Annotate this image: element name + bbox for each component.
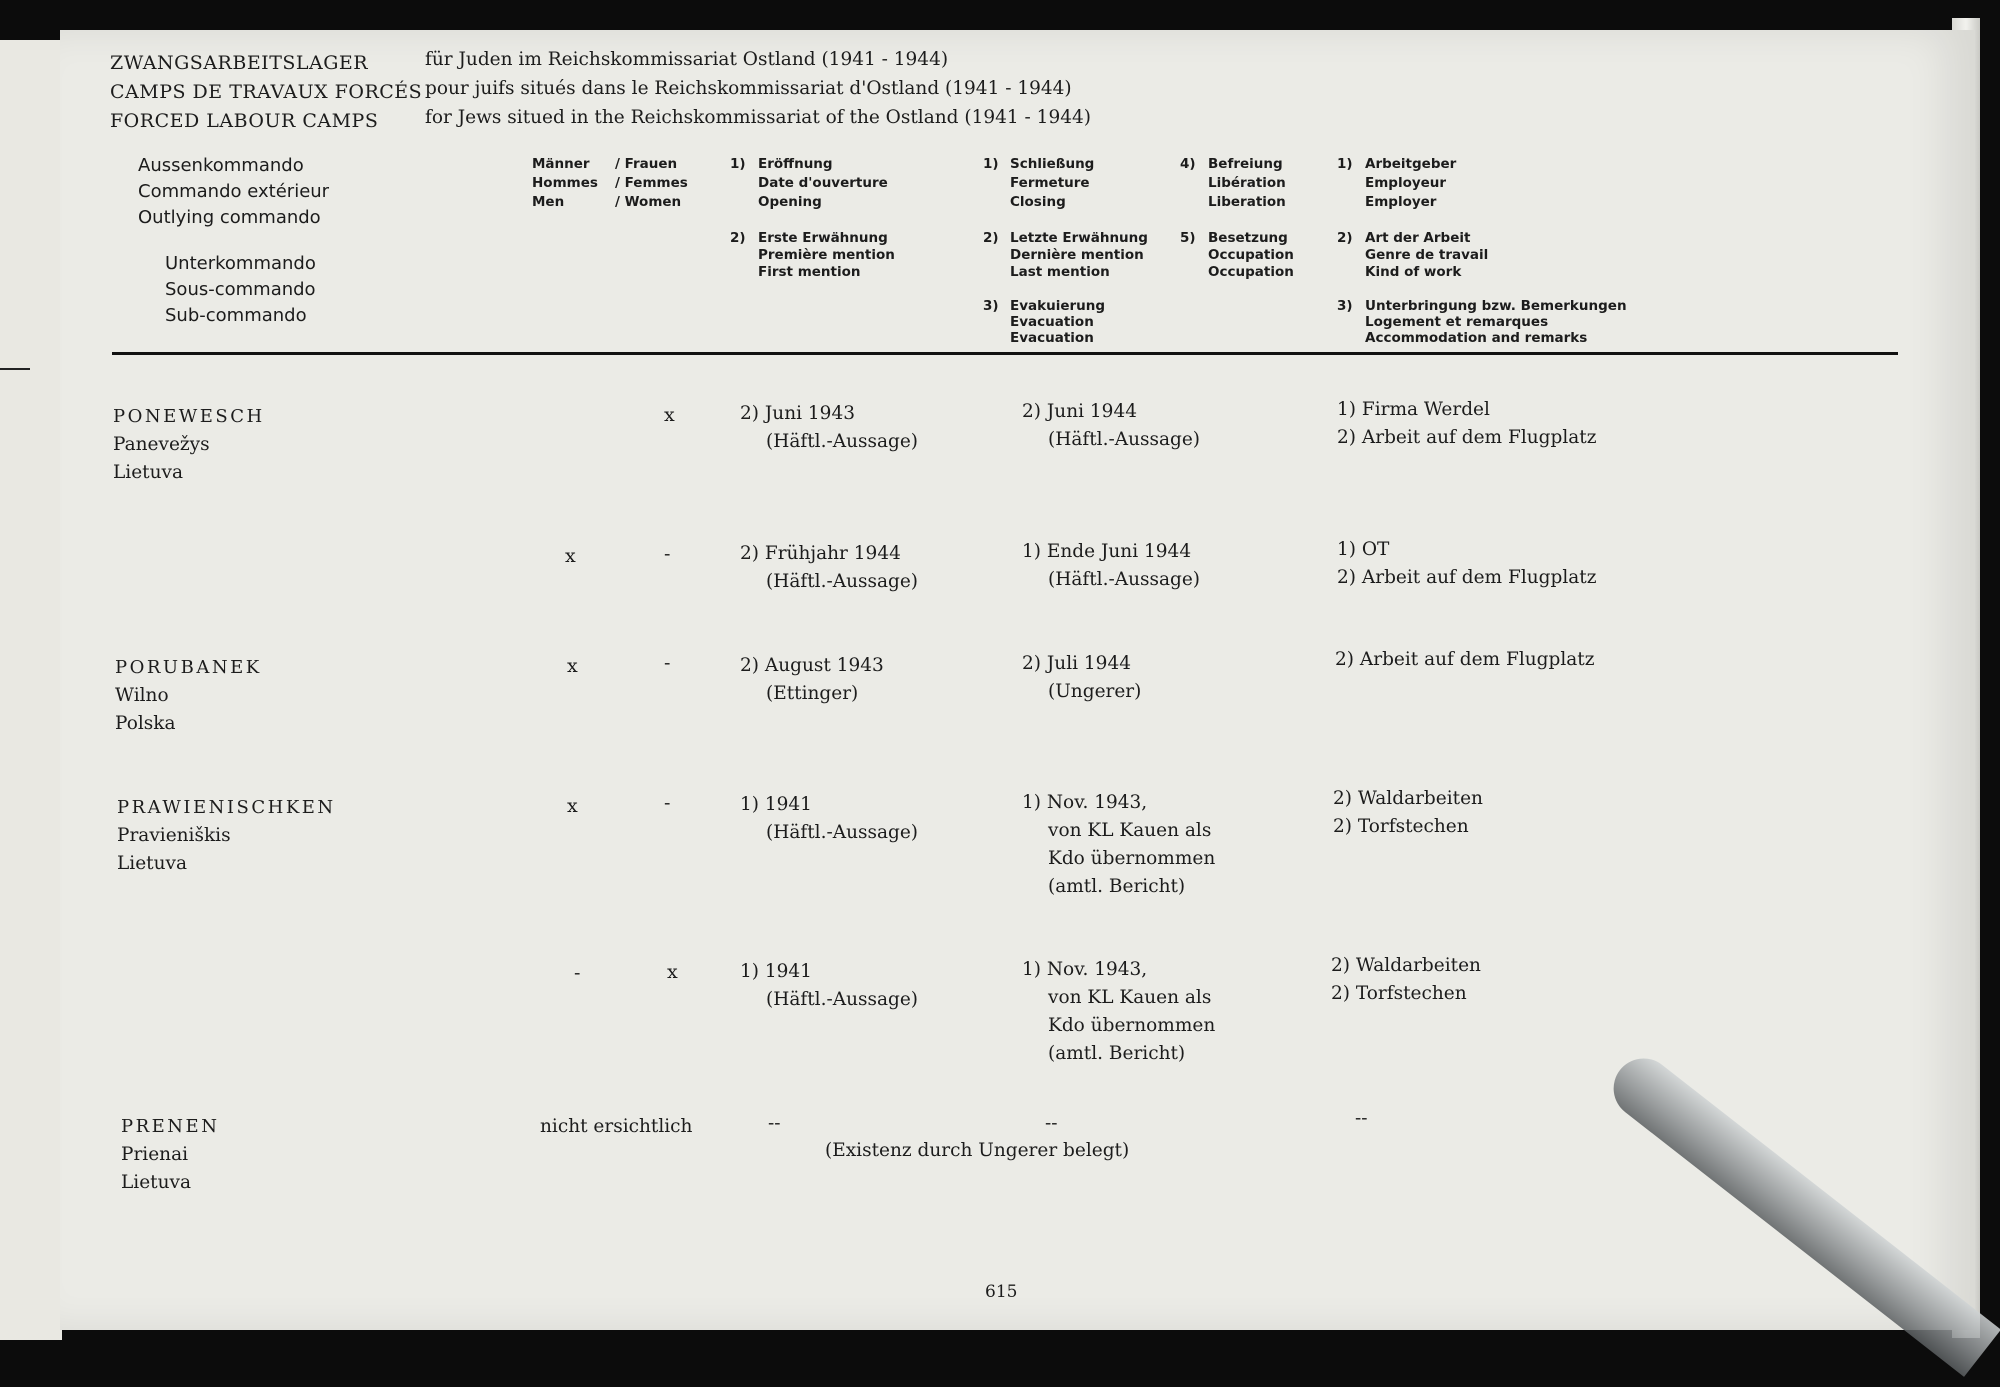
work-cell (1335, 646, 1594, 674)
opening-line: 2) Frühjahr 1944 (740, 543, 901, 564)
closing-source: (amtl. Bericht) (1048, 1043, 1186, 1064)
sex-women-de: / Frauen (615, 156, 678, 172)
title-en: FORCED LABOUR CAMPS (110, 110, 379, 132)
women-mark: - (664, 543, 671, 565)
liberation-de: Befreiung (1208, 156, 1283, 172)
closing-line: 1) Nov. 1943, (1022, 792, 1148, 813)
women-mark: - (664, 652, 671, 674)
sex-men-en: Men (532, 194, 565, 210)
employer-en: Employer (1365, 194, 1437, 210)
work-cell (1337, 536, 1596, 592)
sex-women-fr: / Femmes (615, 175, 688, 191)
local-name: Prienai (121, 1144, 189, 1165)
opening-source: (Ettinger) (766, 683, 859, 704)
opening-line: 2) August 1943 (740, 655, 884, 676)
title-de: ZWANGSARBEITSLAGER (110, 52, 369, 74)
opening-line: 1) 1941 (740, 961, 812, 982)
women-mark: x (664, 404, 675, 426)
closing-line: 1) Nov. 1943, (1022, 959, 1148, 980)
work-line: 2) Waldarbeiten (1333, 788, 1483, 809)
work-cell (1331, 952, 1481, 1008)
women-mark: - (664, 792, 671, 814)
opening-dash: -- (768, 1113, 781, 1134)
men-mark: x (567, 655, 578, 677)
kind-de: Art der Arbeit (1365, 230, 1471, 246)
occupation-en: Occupation (1208, 264, 1294, 280)
sub-en: Sub-commando (165, 305, 307, 326)
left-page-edge (0, 40, 62, 1340)
sub-fr: Sous-commando (165, 279, 316, 300)
last-mention-num: 2) (983, 230, 999, 246)
employer-de: Arbeitgeber (1365, 156, 1457, 172)
country: Lietuva (113, 462, 183, 483)
closing-fr: Fermeture (1010, 175, 1090, 191)
kind-num: 2) (1337, 230, 1353, 246)
country: Lietuva (117, 853, 187, 874)
men-mark: - (574, 962, 581, 984)
evacuation-de: Evakuierung (1010, 298, 1106, 314)
page-number: 615 (985, 1282, 1018, 1302)
opening-fr: Date d'ouverture (758, 175, 888, 191)
opening-cell (740, 540, 918, 596)
occupation-fr: Occupation (1208, 247, 1294, 263)
men-mark: x (565, 545, 576, 567)
work-line: 2) Arbeit auf dem Flugplatz (1337, 427, 1597, 448)
closing-source: (Ungerer) (1048, 681, 1142, 702)
evacuation-num: 3) (983, 298, 999, 314)
subtitle-fr: pour juifs situés dans le Reichskommissariat d'Ostland (1941 - 1944) (425, 78, 1072, 99)
opening-cell (740, 652, 884, 708)
location-block (117, 794, 336, 878)
opening-num: 1) (730, 156, 746, 172)
accom-de: Unterbringung bzw. Bemerkungen (1365, 298, 1627, 314)
closing-line: von KL Kauen als (1048, 820, 1212, 841)
outlying-fr: Commando extérieur (138, 181, 330, 202)
opening-en: Opening (758, 194, 822, 210)
opening-line: 1) 1941 (740, 794, 812, 815)
opening-source: (Häftl.-Aussage) (766, 989, 919, 1010)
closing-num: 1) (983, 156, 999, 172)
subtitle-en: for Jews situed in the Reichskommissariat of the Ostland (1941 - 1944) (425, 107, 1091, 128)
work-line: 1) OT (1337, 539, 1390, 560)
subtitle-de: für Juden im Reichskommissariat Ostland (1941 - 1944) (425, 49, 949, 70)
evacuation-fr: Evacuation (1010, 314, 1094, 330)
closing-en: Closing (1010, 194, 1066, 210)
local-name: Panevežys (113, 434, 210, 455)
closing-source: (Häftl.-Aussage) (1048, 429, 1201, 450)
closing-cell (1022, 789, 1215, 901)
closing-line: Kdo übernommen (1048, 1015, 1216, 1036)
camp-name: PRENEN (121, 1116, 220, 1137)
men-mark: x (567, 795, 578, 817)
local-name: Pravieniškis (117, 825, 231, 846)
work-line: 2) Torfstechen (1333, 816, 1469, 837)
closing-cell (1022, 538, 1200, 594)
closing-source: (amtl. Bericht) (1048, 876, 1186, 897)
opening-source: (Häftl.-Aussage) (766, 822, 919, 843)
work-dash: -- (1355, 1108, 1368, 1129)
first-mention-de: Erste Erwähnung (758, 230, 888, 246)
closing-dash: -- (1045, 1113, 1058, 1134)
location-block (121, 1113, 219, 1197)
opening-cell (740, 400, 918, 456)
sex-men-fr: Hommes (532, 175, 598, 191)
outlying-en: Outlying commando (138, 207, 321, 228)
occupation-de: Besetzung (1208, 230, 1288, 246)
country: Lietuva (121, 1172, 191, 1193)
local-name: Wilno (115, 685, 169, 706)
last-mention-fr: Dernière mention (1010, 247, 1144, 263)
closing-line: Kdo übernommen (1048, 848, 1216, 869)
last-mention-en: Last mention (1010, 264, 1110, 280)
closing-cell (1022, 956, 1215, 1068)
closing-line: 2) Juni 1944 (1022, 401, 1137, 422)
women-mark: x (667, 961, 678, 983)
closing-line: 1) Ende Juni 1944 (1022, 541, 1192, 562)
work-line: 2) Arbeit auf dem Flugplatz (1335, 649, 1595, 670)
opening-source: (Häftl.-Aussage) (766, 571, 919, 592)
evacuation-en: Evacuation (1010, 330, 1094, 346)
accom-fr: Logement et remarques (1365, 314, 1549, 330)
work-line: 2) Arbeit auf dem Flugplatz (1337, 567, 1597, 588)
first-mention-fr: Première mention (758, 247, 895, 263)
closing-line: von KL Kauen als (1048, 987, 1212, 1008)
liberation-en: Liberation (1208, 194, 1286, 210)
sex-men-de: Männer (532, 156, 590, 172)
liberation-num: 4) (1180, 156, 1196, 172)
opening-source: (Häftl.-Aussage) (766, 431, 919, 452)
opening-cell (740, 958, 918, 1014)
sub-de: Unterkommando (165, 253, 316, 274)
outlying-de: Aussenkommando (138, 155, 304, 176)
camp-name: PONEWESCH (113, 406, 265, 427)
location-block (113, 403, 265, 487)
employer-fr: Employeur (1365, 175, 1447, 191)
location-block (115, 654, 262, 738)
first-mention-en: First mention (758, 264, 861, 280)
accom-num: 3) (1337, 298, 1353, 314)
kind-fr: Genre de travail (1365, 247, 1489, 263)
closing-cell (1022, 398, 1200, 454)
accom-en: Accommodation and remarks (1365, 330, 1588, 346)
opening-cell (740, 791, 918, 847)
header-divider (112, 352, 1898, 355)
country: Polska (115, 713, 176, 734)
sex-women-en: / Women (615, 194, 682, 210)
employer-num: 1) (1337, 156, 1353, 172)
work-line: 1) Firma Werdel (1337, 399, 1490, 420)
liberation-fr: Libération (1208, 175, 1286, 191)
occupation-num: 5) (1180, 230, 1196, 246)
camp-name: PORUBANEK (115, 657, 262, 678)
work-cell (1337, 396, 1596, 452)
closing-cell (1022, 650, 1141, 706)
camp-name: PRAWIENISCHKEN (117, 797, 336, 818)
closing-de: Schließung (1010, 156, 1095, 172)
sex-note: nicht ersichtlich (540, 1116, 693, 1137)
closing-source: (Häftl.-Aussage) (1048, 569, 1201, 590)
work-line: 2) Waldarbeiten (1331, 955, 1481, 976)
title-fr: CAMPS DE TRAVAUX FORCÉS (110, 81, 423, 103)
closing-line: 2) Juli 1944 (1022, 653, 1131, 674)
opening-de: Eröffnung (758, 156, 833, 172)
first-mention-num: 2) (730, 230, 746, 246)
work-line: 2) Torfstechen (1331, 983, 1467, 1004)
kind-en: Kind of work (1365, 264, 1462, 280)
existence-note: (Existenz durch Ungerer belegt) (825, 1140, 1130, 1161)
divider (0, 368, 30, 370)
last-mention-de: Letzte Erwähnung (1010, 230, 1148, 246)
work-cell (1333, 785, 1483, 841)
opening-line: 2) Juni 1943 (740, 403, 855, 424)
